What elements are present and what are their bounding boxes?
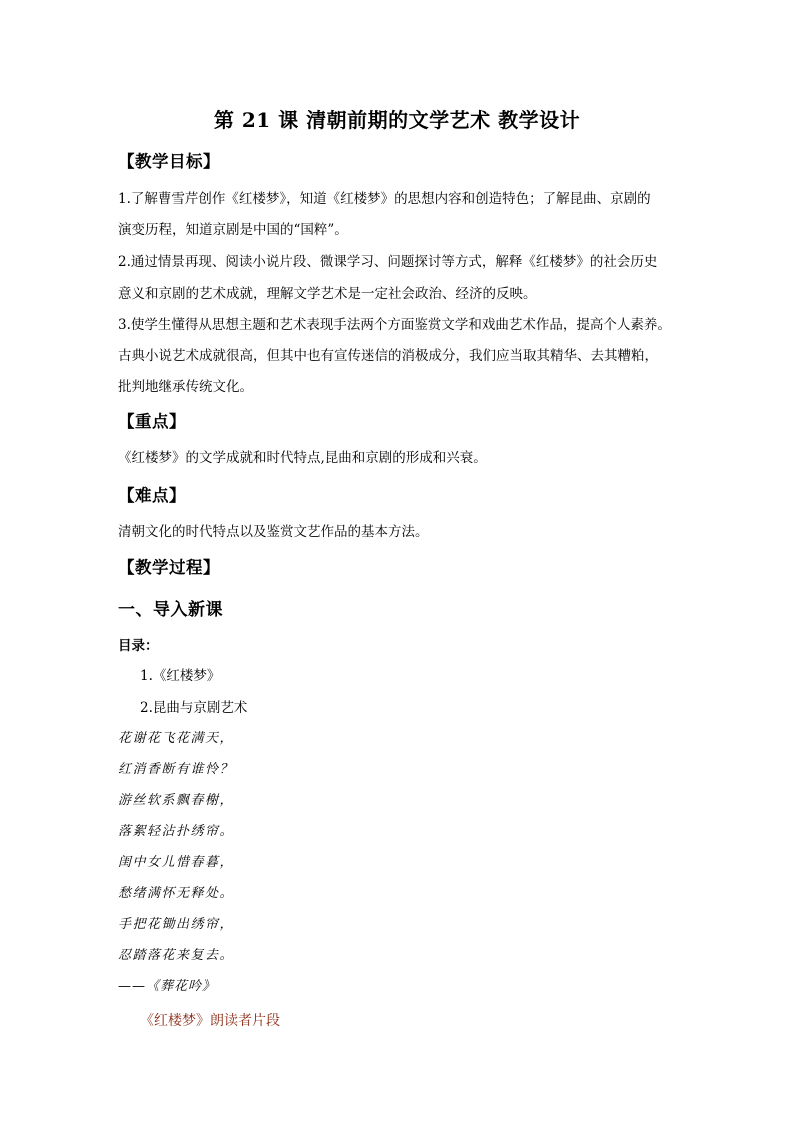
objective-line: 批判地继承传统文化。 (118, 379, 253, 395)
objective-line: 古典小说艺术成就很高，但其中也有宣传迷信的消极成分，我们应当取其精华、去其糟粕， (118, 348, 658, 364)
media-link[interactable]: 《红楼梦》朗读者片段 (140, 1013, 280, 1029)
difficulties-heading: 【难点】 (118, 486, 186, 505)
poem-line: 落絮轻沾扑绣帘。 (118, 824, 235, 839)
toc-label: 目录： (118, 638, 159, 654)
poem-line: 闺中女儿惜春暮， (118, 855, 235, 870)
poem-line: 手把花锄出绣帘， (118, 917, 235, 932)
poem-line: 愁绪满怀无释处。 (118, 886, 235, 901)
poem-attribution: ——《葬花吟》 (118, 979, 217, 994)
objective-line: 2.通过情景再现、阅读小说片段、微课学习、问题探讨等方式，解释《红楼梦》的社会历史 (118, 254, 658, 270)
difficulties-text: 清朝文化的时代特点以及鉴赏文艺作品的基本方法。 (118, 524, 429, 540)
process-heading: 【教学过程】 (118, 558, 220, 577)
objective-line: 意义和京剧的艺术成就，理解文学艺术是一定社会政治、经济的反映。 (118, 286, 537, 302)
page-title: 第 21 课 清朝前期的文学艺术 教学设计 (213, 108, 581, 132)
key-points-heading: 【重点】 (118, 412, 186, 431)
poem-line: 花谢花飞花满天， (118, 731, 235, 746)
section-title: 一、导入新课 (118, 600, 223, 620)
objective-line: 3.使学生懂得从思想主题和艺术表现手法两个方面鉴赏文学和戏曲艺术作品，提高个人素养。 (118, 317, 671, 333)
objective-line: 1.了解曹雪芹创作《红楼梦》，知道《红楼梦》的思想内容和创造特色；了解昆曲、京剧的 (118, 191, 651, 207)
poem-line: 红消香断有谁怜？ (118, 762, 235, 777)
toc-item: 1.《红楼梦》 (140, 668, 221, 684)
poem-line: 游丝软系飘春榭， (118, 793, 235, 808)
objectives-heading: 【教学目标】 (118, 152, 220, 171)
objective-line: 演变历程，知道京剧是中国的“国粹”。 (118, 222, 348, 238)
key-points-text: 《红楼梦》的文学成就和时代特点,昆曲和京剧的形成和兴衰。 (118, 450, 487, 466)
toc-item: 2.昆曲与京剧艺术 (140, 700, 248, 716)
poem-line: 忍踏落花来复去。 (118, 948, 235, 963)
